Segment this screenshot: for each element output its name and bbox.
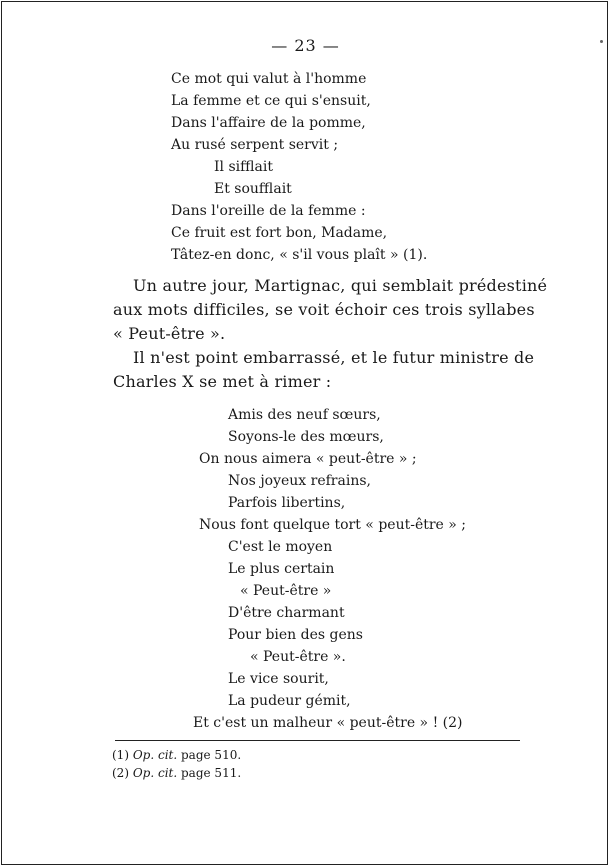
poem1-line-3: Dans l'affaire de la pomme, — [171, 115, 366, 131]
footnote-2 — [112, 766, 241, 780]
footnote-1-page: page 510. — [181, 748, 242, 762]
poem2-line-10: D'être charmant — [228, 605, 345, 621]
poem2-line-9: « Peut-être » — [240, 583, 332, 599]
poem1-line-4: Au rusé serpent servit ; — [171, 137, 339, 153]
poem2-line-6: Nous font quelque tort « peut-être » ; — [199, 517, 467, 533]
poem1-line-8: Ce fruit est fort bon, Madame, — [171, 225, 388, 241]
poem1-line-2: La femme et ce qui s'ensuit, — [171, 93, 371, 109]
prose-line-3: « Peut-être ». — [113, 324, 226, 343]
poem2-line-7: C'est le moyen — [228, 539, 333, 555]
prose-line-1: Un autre jour, Martignac, qui semblait prédestiné — [133, 276, 548, 295]
poem2-line-1: Amis des neuf sœurs, — [228, 407, 381, 423]
poem2-line-14: La pudeur gémit, — [228, 693, 351, 709]
footnote-2-marker: (2) — [112, 766, 129, 780]
footnote-rule — [115, 740, 520, 741]
poem2-line-8: Le plus certain — [228, 561, 335, 577]
footnote-2-page: page 511. — [181, 766, 242, 780]
prose-line-5: Charles X se met à rimer : — [113, 372, 332, 391]
poem1-line-7: Dans l'oreille de la femme : — [171, 203, 366, 219]
poem1-line-6: Et soufflait — [214, 181, 292, 197]
poem1-line-5: Il sifflait — [214, 159, 273, 175]
footnote-2-source: Op. cit. — [132, 766, 178, 780]
poem2-line-11: Pour bien des gens — [228, 627, 363, 643]
poem2-line-15: Et c'est un malheur « peut-être » ! (2) — [193, 715, 463, 731]
poem2-line-13: Le vice sourit, — [228, 671, 329, 687]
poem2-line-3: On nous aimera « peut-être » ; — [199, 451, 417, 467]
footnote-1-source: Op. cit. — [132, 748, 178, 762]
poem2-line-4: Nos joyeux refrains, — [228, 473, 371, 489]
poem1-line-9: Tâtez-en donc, « s'il vous plaît » (1). — [171, 247, 428, 263]
prose-line-2: aux mots difficiles, se voit échoir ces trois syllabes — [113, 300, 535, 319]
poem2-line-12: « Peut-être ». — [250, 649, 346, 665]
poem2-line-2: Soyons-le des mœurs, — [228, 429, 384, 445]
poem2-line-5: Parfois libertins, — [228, 495, 346, 511]
footnote-1 — [112, 748, 241, 762]
poem1-line-1: Ce mot qui valut à l'homme — [171, 71, 367, 87]
prose-line-4: Il n'est point embarrassé, et le futur ministre de — [133, 348, 535, 367]
footnote-1-marker: (1) — [112, 748, 129, 762]
page-number: — 23 — — [271, 36, 340, 55]
